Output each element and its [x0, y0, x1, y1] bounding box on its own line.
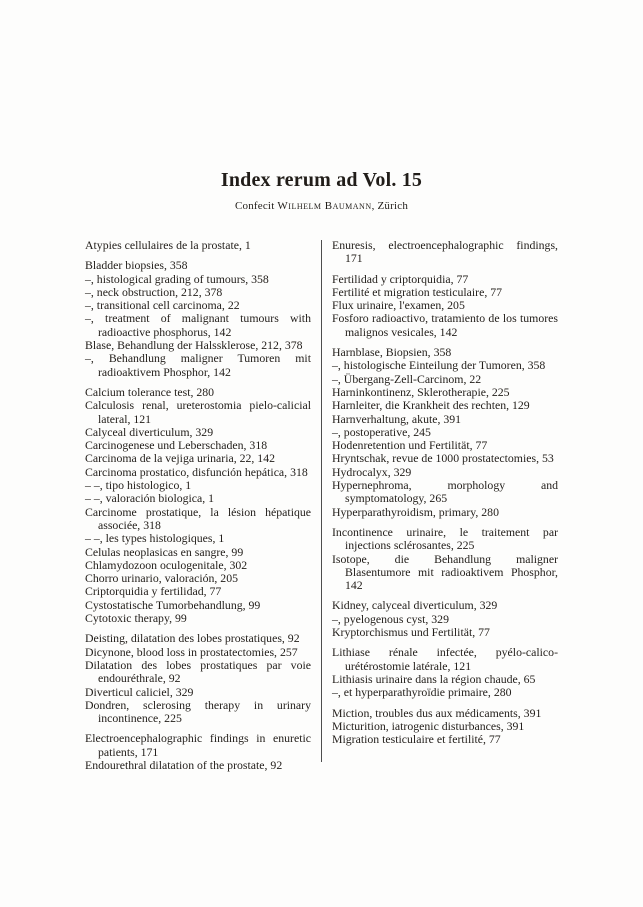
index-entry: Carcinoma prostatico, disfunción hepática, 318: [85, 464, 308, 479]
column-divider-rule: [321, 240, 322, 762]
index-entry: –, neck obstruction, 212, 378: [85, 284, 223, 299]
index-entry: Cytotoxic therapy, 99: [85, 611, 187, 626]
index-entry: Carcinome prostatique, la lésion hépatique associée, 318: [85, 504, 311, 532]
index-group: [85, 732, 311, 772]
index-entry: Dondren, sclerosing therapy in urinary incontinence, 225: [85, 697, 311, 726]
index-entry: Kidney, calyceal diverticulum, 329: [332, 598, 498, 613]
index-entry: Harnblase, Biopsien, 358: [332, 345, 452, 360]
index-entry: –, et hyperparathyroïdie primaire, 280: [332, 685, 512, 700]
index-entry: Calyceal diverticulum, 329: [85, 424, 214, 439]
index-entry: Hydrocalyx, 329: [332, 464, 412, 479]
index-entry: Bladder biopsies, 358: [85, 258, 188, 273]
index-entry: Micturition, iatrogenic disturbances, 391: [332, 718, 525, 733]
index-entry: –, Übergang-Zell-Carcinom, 22: [332, 371, 482, 386]
index-entry: Cystostatische Tumorbehandlung, 99: [85, 597, 261, 612]
index-group: [85, 239, 311, 252]
index-entry: Hryntschak, revue de 1000 prostatectomies, 53: [332, 451, 554, 466]
index-entry: Criptorquidia y fertilidad, 77: [85, 584, 222, 599]
index-entry: Miction, troubles dus aux médicaments, 391: [332, 705, 542, 720]
index-entry: Harnleiter, die Krankheit des rechten, 129: [332, 398, 530, 413]
index-entry: Diverticul caliciel, 329: [85, 684, 194, 699]
index-column-right: [332, 239, 558, 772]
index-entry: Endourethral dilatation of the prostate, 92: [85, 757, 283, 772]
index-entry: Chlamydozoon oculogenitale, 302: [85, 557, 248, 572]
index-group: [332, 707, 558, 747]
index-entry: – –, valoración biologica, 1: [85, 491, 215, 506]
index-entry: –, Behandlung maligner Tumoren mit radioaktivem Phosphor, 142: [85, 351, 311, 379]
index-entry: – –, les types histologiques, 1: [85, 531, 225, 546]
index-entry: Hyperparathyroidism, primary, 280: [332, 504, 499, 519]
index-entry: –, histologische Einteilung der Tumoren, 358: [332, 358, 546, 373]
index-entry: Calculosis renal, ureterostomia pielo-calicial lateral, 121: [85, 398, 311, 426]
page-header: [0, 0, 643, 213]
index-entry: Fosforo radioactivo, tratamiento de los tumores malignos vesicales, 142: [332, 311, 558, 339]
index-entry: Kryptorchismus und Fertilität, 77: [332, 625, 490, 640]
index-group: [332, 239, 558, 266]
index-entry: – –, tipo histologico, 1: [85, 478, 192, 493]
index-columns: [85, 239, 558, 772]
index-entry: Hypernephroma, morphology and symptomatology, 265: [332, 478, 558, 506]
index-group: [332, 599, 558, 639]
index-group: [85, 632, 311, 725]
index-entry: Carcinoma de la vejiga urinaria, 22, 142: [85, 451, 275, 466]
index-group: [332, 273, 558, 339]
index-column-left: [85, 239, 311, 772]
index-entry: –, transitional cell carcinoma, 22: [85, 298, 240, 313]
index-entry: Electroencephalographic findings in enuretic patients, 171: [85, 731, 311, 759]
index-entry: –, histological grading of tumours, 358: [85, 271, 269, 286]
index-entry: Hodenretention und Fertilität, 77: [332, 438, 488, 453]
index-entry: Migration testiculaire et fertilité, 77: [332, 732, 501, 747]
index-entry: Harnverhaltung, akute, 391: [332, 411, 462, 426]
page-title: Index rerum ad Vol. 15: [220, 169, 423, 191]
index-entry: Atypies cellulaires de la prostate, 1: [85, 238, 251, 252]
subtitle-prefix: Confecit: [234, 200, 275, 212]
index-entry: Dilatation des lobes prostatiques par voie endouréthrale, 92: [85, 657, 311, 686]
index-entry: Enuresis, electroencephalographic findings, 171: [332, 238, 558, 266]
index-entry: Lithiasis urinaire dans la région chaude, 65: [332, 671, 536, 686]
index-entry: –, treatment of malignant tumours with radioactive phosphorus, 142: [85, 311, 311, 339]
index-entry: Flux urinaire, l'examen, 205: [332, 298, 465, 313]
subtitle-suffix: , Zürich: [371, 200, 409, 212]
index-entry: Isotope, die Behandlung maligner Blasentumore mit radioaktivem Phosphor, 142: [332, 551, 558, 593]
index-entry: Harninkontinenz, Sklerotherapie, 225: [332, 384, 510, 399]
index-entry: –, postoperative, 245: [332, 424, 431, 439]
index-entry: Fertilité et migration testiculaire, 77: [332, 284, 503, 299]
index-group: [85, 386, 311, 625]
index-entry: Celulas neoplasicas en sangre, 99: [85, 544, 244, 559]
index-entry: Fertilidad y criptorquidia, 77: [332, 271, 469, 286]
index-group: [332, 526, 558, 592]
index-entry: Carcinogenese und Leberschaden, 318: [85, 438, 268, 453]
index-group: [332, 346, 558, 519]
index-entry: Calcium tolerance test, 280: [85, 384, 215, 399]
page-subtitle: [0, 200, 643, 213]
index-entry: Lithiase rénale infectée, pyélo-calico-urétérostomie latérale, 121: [332, 645, 558, 673]
index-entry: Dicynone, blood loss in prostatectomies, 257: [85, 644, 298, 659]
index-entry: Chorro urinario, valoración, 205: [85, 571, 238, 586]
index-group: [85, 259, 311, 379]
subtitle-author: Wilhelm Baumann: [277, 200, 372, 212]
index-entry: Blase, Behandlung der Halssklerose, 212, 378: [85, 338, 303, 353]
index-entry: Deisting, dilatation des lobes prostatiques, 92: [85, 631, 300, 646]
index-group: [332, 646, 558, 699]
index-entry: Incontinence urinaire, le traitement par injections sclérosantes, 225: [332, 524, 558, 553]
index-entry: –, pyelogenous cyst, 329: [332, 611, 449, 626]
